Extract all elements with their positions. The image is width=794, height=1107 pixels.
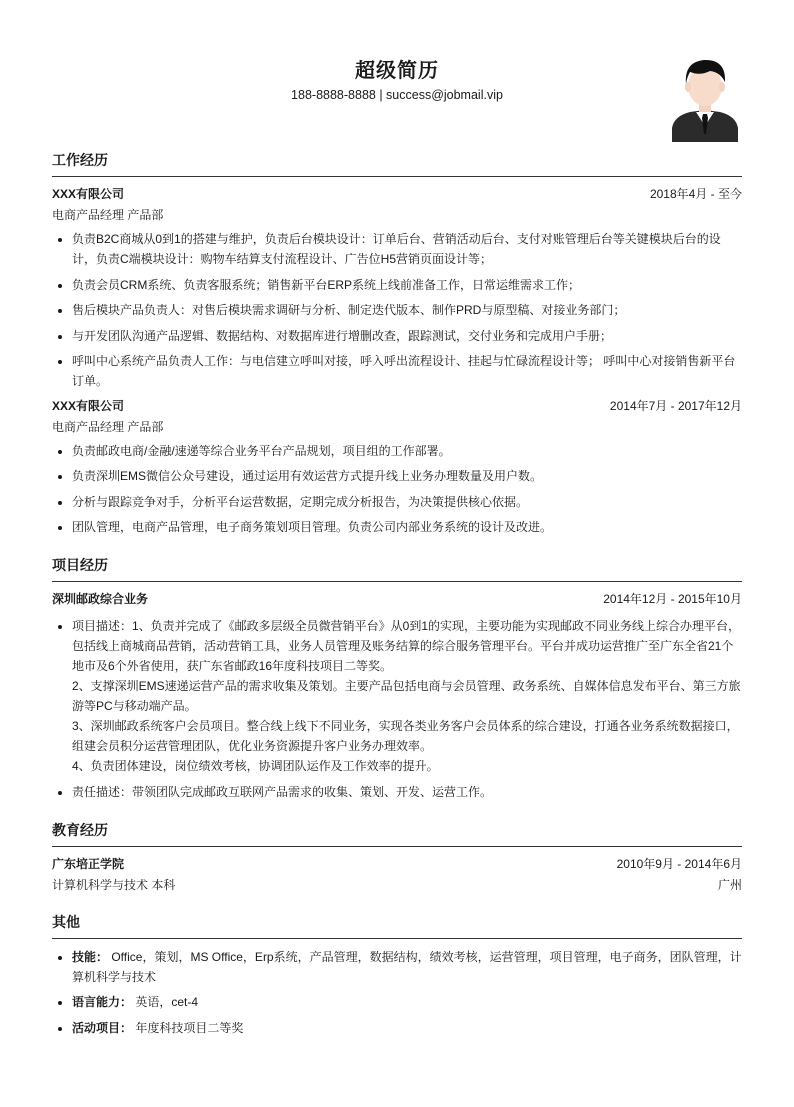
list-item: • 负责会员CRM系统、负责客服系统；销售新平台ERP系统上线前准备工作，日常运维需求工作；	[72, 275, 742, 295]
language-text: 英语，cet-4	[132, 995, 199, 1009]
job-company: XXX有限公司	[52, 187, 125, 201]
education-section-title: 教育经历	[52, 820, 742, 847]
work-section-title: 工作经历	[52, 150, 742, 177]
project-name: 深圳邮政综合业务	[52, 592, 149, 606]
education-major: 计算机科学与技术 本科	[52, 877, 176, 892]
job-role: 电商产品经理 产品部	[52, 208, 164, 222]
other-section	[52, 912, 742, 1038]
other-section-title: 其他	[52, 912, 742, 939]
resume-page	[52, 0, 742, 1043]
education-date: 2010年9月 - 2014年6月	[616, 856, 742, 871]
job-date: 2014年7月 - 2017年12月	[609, 398, 742, 413]
list-item	[72, 992, 742, 1012]
activity-text: 年度科技项目二等奖	[132, 1020, 244, 1035]
job-entry	[52, 397, 742, 538]
candidate-name: 超级简历	[355, 60, 439, 82]
projects-section-title: 项目经历	[52, 555, 742, 582]
skills-text: Office，策划，MS Office，Erp系统，产品管理，数据结构，绩效考核，运营管理，项目管理，电子商务，团队管理，计算机科学与技术	[72, 949, 742, 984]
project-desc-line: 3、深圳邮政系统客户会员项目。整合线上线下不同业务，实现各类业务客户会员体系的综合建设，打通各业务系统数据接口，组建会员积分运营管理团队，优化业务资源提升客户业务办理效率。	[72, 719, 739, 753]
avatar	[670, 54, 740, 142]
contact-info: 188-8888-8888 | success@jobmail.vip	[291, 88, 503, 102]
work-section	[52, 150, 742, 537]
list-item	[72, 947, 742, 987]
list-item: • 与开发团队沟通产品逻辑、数据结构、对数据库进行增删改查，跟踪测试，交付业务和完成用户手册；	[72, 326, 742, 346]
resume-header	[52, 0, 742, 150]
list-item: • 分析与跟踪竞争对手，分析平台运营数据，定期完成分析报告，为决策提供核心依据。	[72, 492, 742, 512]
list-item: • 团队管理，电商产品管理，电子商务策划项目管理。负责公司内部业务系统的设计及改进。	[72, 517, 742, 537]
job-duties-list	[52, 229, 742, 391]
school-name: 广东培正学院	[52, 856, 125, 871]
list-item	[72, 1018, 742, 1038]
project-desc-line: 4、负责团体建设，岗位绩效考核，协调团队运作及工作效率的提升。	[72, 759, 439, 773]
job-entry	[52, 185, 742, 391]
list-item: • 负责深圳EMS微信公众号建设，通过运用有效运营方式提升线上业务办理数量及用户数。	[72, 466, 742, 486]
list-item	[72, 616, 742, 776]
job-date: 2018年4月 - 至今	[649, 187, 742, 201]
language-label: 语言能力：	[72, 995, 133, 1009]
project-details-list	[52, 616, 742, 802]
project-desc-line: • 项目描述：1、负责并完成了《邮政多层级全员微营销平台》从0到1的实现，主要功能为实现邮政不同业务线上综合办理平台，包括线上商城商品营销，活动营销工具，业务人员管理及账务结算的综合服务管理平台。平台并成功运营推广至广东全省21个地市及6个外省使用，获广东省邮政16年度科技项目二等奖。	[72, 619, 741, 673]
education-city: 广州	[717, 877, 742, 892]
projects-section	[52, 555, 742, 802]
job-role: 电商产品经理 产品部	[52, 419, 164, 434]
project-date: 2014年12月 - 2015年10月	[603, 592, 742, 606]
project-desc-line: 2、支撑深圳EMS速递运营产品的需求收集及策划。主要产品包括电商与会员管理、政务系统、自媒体信息发布平台、第三方旅游等PC与移动端产品。	[72, 679, 741, 713]
list-item: • 呼叫中心系统产品负责人工作：与电信建立呼叫对接，呼入呼出流程设计、挂起与忙碌流程设计等； 呼叫中心对接销售新平台订单。	[72, 351, 742, 391]
skills-label: 技能：	[72, 949, 109, 964]
list-item: • 责任描述：带领团队完成邮政互联网产品需求的收集、策划、开发、运营工作。	[72, 782, 742, 802]
other-list	[52, 947, 742, 1038]
job-company: XXX有限公司	[52, 398, 125, 413]
education-section	[52, 820, 742, 894]
job-duties-list	[52, 441, 742, 538]
list-item: • 负责B2C商城从0到1的搭建与维护，负责后台模块设计：订单后台、营销活动后台、支付对账管理后台等关键模块后台的设计，负责C端模块设计：购物车结算支付流程设计、广告位H5营销页面设计等；	[72, 229, 742, 269]
list-item: • 负责邮政电商/金融/速递等综合业务平台产品规划，项目组的工作部署。	[72, 441, 742, 461]
list-item: • 售后模块产品负责人：对售后模块需求调研与分析、制定迭代版本、制作PRD与原型稿、对接业务部门；	[72, 300, 742, 320]
activity-label: 活动项目：	[72, 1020, 133, 1035]
